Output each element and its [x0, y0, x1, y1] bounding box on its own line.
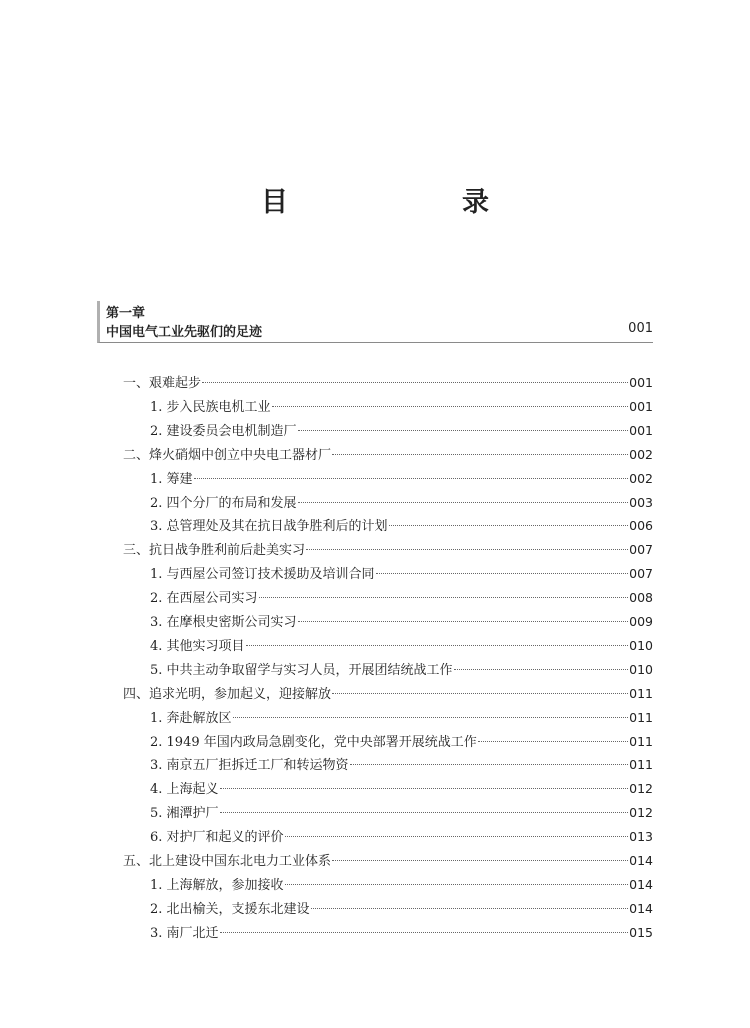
dot-leader	[220, 812, 629, 813]
toc-entry-label: 5. 湘潭护厂	[150, 806, 219, 822]
toc-entry-label: 3. 在摩根史密斯公司实习	[150, 615, 297, 630]
dot-leader	[298, 621, 629, 622]
dot-leader	[246, 645, 629, 646]
toc-entry-page-number: 011	[629, 757, 653, 773]
dot-leader	[376, 573, 629, 574]
toc-entry-page-number: 015	[629, 924, 653, 940]
toc-entry[interactable]	[150, 659, 653, 681]
toc-entry[interactable]	[150, 587, 653, 609]
toc-entry-page-number: 001	[629, 422, 653, 438]
toc-entry-page-number: 011	[629, 709, 653, 725]
dot-leader	[285, 836, 629, 837]
toc-entry-page-number: 008	[629, 590, 653, 606]
toc-entry-page-number: 014	[629, 853, 653, 868]
dot-leader	[332, 454, 628, 455]
toc-entry-page-number: 010	[629, 661, 653, 677]
toc-entry-page-number: 006	[629, 518, 653, 534]
toc-entry-page-number: 001	[629, 375, 653, 390]
toc-entry-page-number: 014	[629, 876, 653, 892]
toc-entry-page-number: 001	[629, 398, 653, 414]
toc-entry-page-number: 003	[629, 494, 653, 510]
toc-entry[interactable]	[150, 898, 653, 920]
toc-entry-page-number: 007	[629, 566, 653, 582]
toc-entry[interactable]	[150, 754, 653, 776]
toc-entry[interactable]	[150, 396, 653, 418]
toc-entry[interactable]	[150, 420, 653, 442]
dot-leader	[285, 884, 629, 885]
toc-entry-page-number: 011	[629, 685, 653, 701]
toc-entry-page-number: 012	[629, 805, 653, 821]
toc-entry-page-number: 002	[629, 470, 653, 486]
toc-entry-page-number: 002	[629, 446, 653, 462]
dot-leader	[311, 908, 629, 909]
toc-entry-label: 二、烽火硝烟中创立中央电工器材厂	[123, 447, 332, 463]
toc-entry[interactable]	[150, 922, 653, 944]
dot-leader	[220, 932, 629, 933]
toc-entry[interactable]	[150, 635, 653, 657]
dot-leader	[298, 502, 629, 503]
toc-entry[interactable]	[123, 683, 653, 705]
chapter-number: 第一章	[106, 306, 146, 321]
toc-entry-label: 2. 四个分厂的布局和发展	[150, 495, 297, 511]
toc-entry-label: 三、抗日战争胜利前后赴美实习	[123, 543, 306, 559]
toc-entry[interactable]	[123, 539, 653, 561]
dot-leader	[298, 430, 629, 431]
dot-leader	[454, 669, 629, 670]
toc-entry-label: 1. 上海解放，参加接收	[150, 877, 284, 893]
toc-entry[interactable]	[150, 731, 653, 753]
dot-leader	[233, 717, 629, 718]
toc-entry-label: 2. 建设委员会电机制造厂	[150, 423, 297, 439]
toc-entry-label: 1. 步入民族电机工业	[150, 399, 271, 415]
dot-leader	[332, 860, 628, 861]
toc-entry[interactable]	[150, 515, 653, 537]
toc-entry-label: 1. 与西屋公司签订技术援助及培训合同	[150, 567, 375, 583]
toc-entry-label: 4. 其他实习项目	[150, 638, 245, 654]
toc-entry-label: 2. 北出榆关，支援东北建设	[150, 901, 310, 917]
toc-entry[interactable]	[150, 611, 653, 633]
dot-leader	[306, 549, 628, 550]
dot-leader	[202, 382, 628, 383]
toc-entry[interactable]	[150, 802, 653, 824]
toc-entry[interactable]	[150, 826, 653, 848]
toc-entry-page-number: 011	[629, 733, 653, 749]
toc-entry[interactable]	[150, 563, 653, 585]
toc-entry-label: 5. 中共主动争取留学与实习人员，开展团结统战工作	[150, 662, 453, 678]
toc-entry-label: 2. 在西屋公司实习	[150, 591, 258, 607]
toc-entry-label: 2. 1949 年国内政局急剧变化，党中央部署开展统战工作	[150, 734, 477, 750]
toc-entry-label: 3. 总管理处及其在抗日战争胜利后的计划	[150, 519, 388, 535]
toc-entry-label: 3. 南京五厂拒拆迁工厂和转运物资	[150, 758, 349, 774]
toc-entry-page-number: 009	[629, 614, 653, 629]
toc-entry-label: 3. 南厂北迁	[150, 925, 219, 941]
toc-entry-label: 1. 筹建	[150, 471, 193, 487]
page-title: 目 录	[261, 187, 529, 218]
toc-entry[interactable]	[150, 707, 653, 729]
dot-leader	[389, 525, 629, 526]
dot-leader	[272, 406, 629, 407]
toc-entry-page-number: 013	[629, 829, 653, 845]
chapter-heading	[97, 301, 653, 343]
toc-entry-label: 一、艰难起步	[123, 376, 202, 391]
toc-entry[interactable]	[150, 492, 653, 514]
toc-entry-label: 6. 对护厂和起义的评价	[150, 830, 284, 846]
toc-entry-page-number: 014	[629, 900, 653, 916]
dot-leader	[194, 478, 629, 479]
dot-leader	[350, 764, 629, 765]
toc-entry-page-number: 007	[629, 542, 653, 558]
dot-leader	[332, 693, 628, 694]
dot-leader	[220, 788, 629, 789]
chapter-title: 中国电气工业先驱们的足迹	[106, 325, 263, 340]
toc-entry-page-number: 012	[629, 781, 653, 797]
toc-entry-label: 五、北上建设中国东北电力工业体系	[123, 854, 332, 869]
toc-entry-label: 1. 奔赴解放区	[150, 710, 232, 726]
toc-entry[interactable]	[150, 874, 653, 896]
toc-entry-page-number: 010	[629, 637, 653, 653]
toc-entry[interactable]	[150, 468, 653, 490]
dot-leader	[478, 741, 628, 742]
toc-entry-label: 4. 上海起义	[150, 782, 219, 798]
dot-leader	[259, 597, 629, 598]
toc-entry-label: 四、追求光明，参加起义，迎接解放	[123, 686, 332, 702]
chapter-page-number: 001	[628, 321, 653, 336]
toc-entry[interactable]	[123, 372, 653, 394]
toc-entry[interactable]	[150, 778, 653, 800]
toc-entry[interactable]	[123, 850, 653, 872]
toc-entry[interactable]	[123, 444, 653, 466]
